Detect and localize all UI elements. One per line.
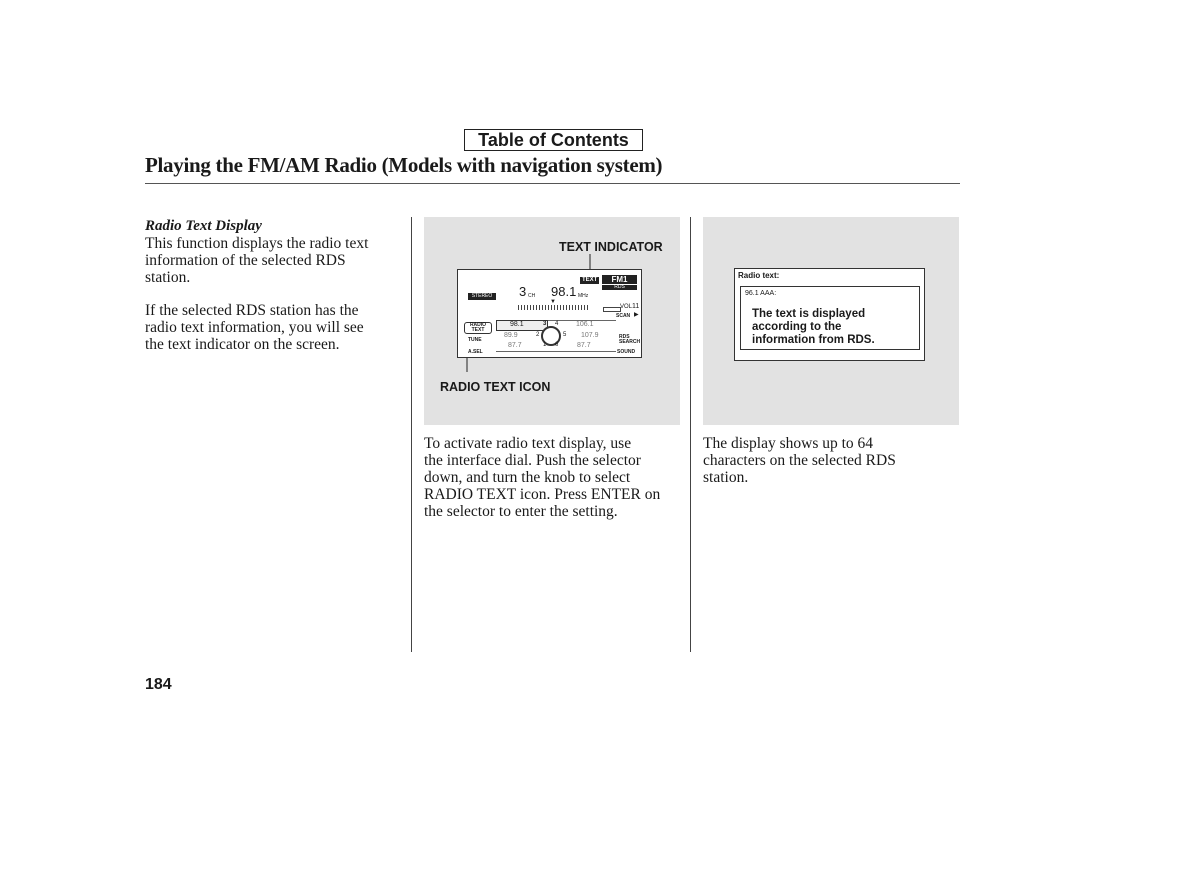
text-line: station. [145,269,191,286]
tuning-pointer-icon: ▼ [550,299,556,305]
preset-number: 6 [555,342,559,348]
section-subheading: Radio Text Display [145,218,262,234]
frequency-unit: MHz [578,293,589,299]
preset-number: 1 [543,342,547,348]
preset-frequency[interactable]: 89.9 [504,332,518,339]
preset-number: 2 [536,332,540,338]
text-line: the text indicator on the screen. [145,336,340,353]
volume-bar [603,307,621,312]
preset-number: 4 [555,321,559,327]
scan-arrow-icon: ▶ [634,312,639,318]
preset-frequency[interactable]: 98.1 [510,321,524,328]
text-line: The text is displayed [752,308,866,320]
text-line: station. [703,469,749,486]
radio-text-screen [734,268,925,361]
rds-search-button[interactable]: RDS SEARCH [619,334,641,345]
channel-unit: CH [528,293,536,299]
frequency-value: 98.1 [551,284,577,299]
rds-badge: RDS [602,285,637,290]
preset-number: 5 [563,332,567,338]
preset-frequency[interactable]: 106.1 [576,321,594,328]
preset-frequency[interactable]: 87.7 [508,342,522,349]
text-line: the selector to enter the setting. [424,503,618,520]
page-number: 184 [145,676,172,693]
stereo-badge: STEREO [468,293,496,300]
volume-value: 11 [632,303,640,310]
text-indicator-badge: TEXT [582,277,598,283]
text-line: according to the [752,321,842,333]
station-line: 96.1 AAA: [745,290,777,297]
auto-select-button[interactable]: A.SEL [468,349,483,355]
text-line: If the selected RDS station has the [145,302,359,319]
figure2-caption [703,435,896,486]
radio-text-box [740,286,920,350]
text-line: To activate radio text display, use [424,435,632,452]
preset-frequency[interactable]: 107.9 [581,332,599,339]
figure1-caption [424,435,660,520]
table-of-contents-link[interactable]: Table of Contents [464,129,643,151]
scan-button[interactable]: SCAN [616,313,631,319]
text-line: the interface dial. Push the selector [424,452,641,469]
radio-display-screen [457,269,642,358]
radio-text-message [752,308,875,347]
text-line: down, and turn the knob to select [424,469,631,486]
tune-button[interactable]: TUNE [468,337,482,343]
text-line: information from RDS. [752,334,875,346]
text-line: information of the selected RDS [145,252,346,269]
text-line: characters on the selected RDS [703,452,896,469]
text-line: RADIO TEXT icon. Press ENTER on [424,486,661,503]
radio-text-icon-label: RADIO TEXT ICON [440,380,551,394]
text-line: This function displays the radio text [145,235,369,252]
volume-label: VOL [620,304,633,310]
preset-frequency[interactable]: 87.7 [577,342,591,349]
radio-text-screen-title: Radio text: [738,271,780,280]
band-badge: FM1 [602,275,637,284]
sound-button[interactable]: SOUND [617,349,636,355]
text-line: The display shows up to 64 [703,435,874,452]
text-indicator-label: TEXT INDICATOR [559,240,663,254]
preset-number: 3 [543,321,547,327]
channel-number: 3 [519,284,527,299]
page-title: Playing the FM/AM Radio (Models with navigation system) [145,153,663,177]
text-line: radio text information, you will see [145,319,364,336]
radio-text-icon[interactable]: RADIO TEXT [464,322,492,334]
